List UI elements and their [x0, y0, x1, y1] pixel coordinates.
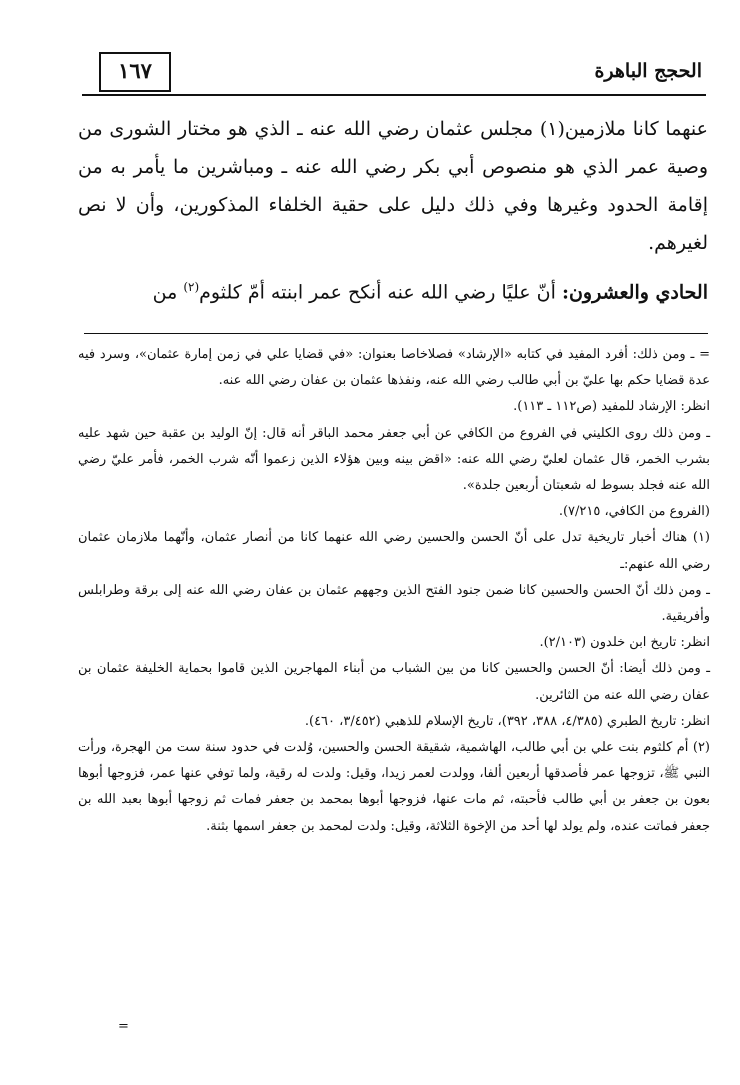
footnote-separator: [84, 333, 708, 334]
footnote-ref: (٢): [183, 280, 200, 294]
page-header: [82, 44, 706, 96]
footnote-source: انظر: تاريخ ابن خلدون (٢/١٠٣).: [539, 635, 710, 651]
footnote-continuation: = ـ ومن ذلك: أفرد المفيد في كتابه «الإرشاد» فصلاخاصا بعنوان: «في قضايا علي في زمن إمارة عثمان»، وسرد فيه عدة قضايا حكم بها عليّ بن أبي طالب رضي الله عنه، ونفذها عثمان بن عفان رضي الله عنه.: [78, 347, 710, 389]
heading-text: أنّ عليًا رضي الله عنه أنكح عمر ابنته أمّ كلثوم: [199, 281, 556, 304]
page-number: ١٦٧: [99, 52, 171, 92]
continuation-mark: =: [118, 1019, 129, 1034]
footnotes: [78, 342, 710, 840]
footnote-2: (٢) أم كلثوم بنت علي بن أبي طالب، الهاشمية، شقيقة الحسن والحسين، وُلدت في حدود سنة ست من الهجرة، ورأت النبي ﷺ، تزوجها عمر فأصدقها أربعين ألفا، وولدت لعمر زيدا، وقيل: ولدت له رقية، ولما توفي عنها عمر، فزوجها أبوها بعون بن جعفر بن أبي طالب فأحبته، ثم مات عنها، فزوجها أبوها بمحمد بن جعفر فمات ثم زوجها أبوها بعبد الله بن جعفر فماتت عنده، ولم يولد لها أحد من الإخوة الثلاثة، وقيل: ولدت لمحمد بن جعفر اسمها بثنة.: [78, 740, 710, 834]
footnote-continuation: ـ ومن ذلك روى الكليني في الفروع من الكافي عن أبي جعفر محمد الباقر أنه قال: إنّ الوليد بن عقبة حين شهد عليه بشرب الخمر، قال عثمان لعليّ رضي الله عنه: «اقض بينه وبين هؤلاء الذين زعموا أنّه شرب الخمر، فأمر عليّ رضي الله عنه فجلد بسوط له شعبتان أربعين جلدة».: [78, 425, 710, 494]
footnote-1-item: ـ ومن ذلك أنّ الحسن والحسين كانا ضمن جنود الفتح الذين وجههم عثمان بن عفان رضي الله عنه إلى برقة وطرابلس وأفريقية.: [78, 582, 710, 625]
heading-tail: من: [152, 281, 178, 304]
main-paragraph: عنهما كانا ملازمين(١) مجلس عثمان رضي الله عنه ـ الذي هو مختار الشورى من وصية عمر الذي هو منصوص أبي بكر رضي الله عنه ـ ومباشرين ما يأمر به من إقامة الحدود وغيرها وفي ذلك دليل على حقية الخلفاء المذكورين، وأن لا نص لغيرهم.: [78, 118, 708, 254]
main-text: [78, 110, 708, 311]
footnote-source: انظر: الإرشاد للمفيد (ص١١٢ ـ ١١٣).: [513, 399, 710, 415]
footnote-1-item: ـ ومن ذلك أيضا: أنّ الحسن والحسين كانا من بين الشباب من أبناء المهاجرين الذين قاموا بحماية الخليفة عثمان بن عفان رضي الله عنه من الثائرين.: [78, 661, 710, 703]
section-heading: الحادي والعشرون:: [561, 281, 708, 304]
section-heading-line: [78, 268, 708, 311]
running-title: الحجج الباهرة: [594, 60, 702, 82]
footnote-1: (١) هناك أخبار تاريخية تدل على أنّ الحسن والحسين رضي الله عنهما كانا من أنصار عثمان، وأنّهما ملازمان عثمان رضي الله عنهم:ـ: [78, 530, 710, 572]
footnote-source: (الفروع من الكافي، ٧/٢١٥).: [558, 504, 710, 520]
footnote-source: انظر: تاريخ الطبري (٤/٣٨٥، ٣٨٨، ٣٩٢)، تاريخ الإسلام للذهبي (٣/٤٥٢، ٤٦٠).: [304, 713, 710, 729]
